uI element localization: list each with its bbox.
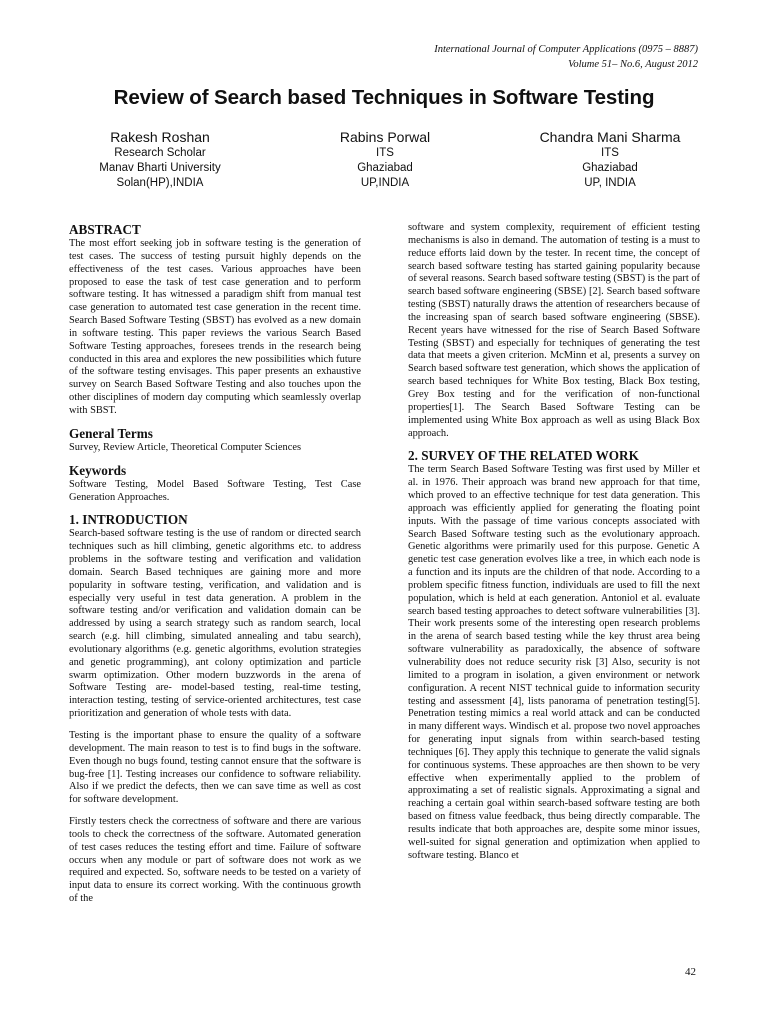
intro-paragraph-3: Firstly testers check the correctness of software and there are various tools to check the correctness of the software. Automated generation of test cases reduces the testing effort and time. Failure of software occurs when any module or part of software does not work as we required and expected. So, software needs to be tested on a variety of input data to ensure its correct working. With the continuous growth of the bbox=[69, 816, 361, 905]
intro-paragraph-2: Testing is the important phase to ensure the quality of a software development. The main reason to test is to find bugs in the software. Even though no bugs found, testing cannot ensure that the software is bug-free [1]. Testing increases our confidence to software reliability. Also if we predict the defects, then we can save time as well as cost for software development. bbox=[69, 730, 361, 806]
abstract-text: The most effort seeking job in software testing is the generation of test cases. The success of testing pursuit highly depends on the effectiveness of the test cases. Various approaches have been proposed to ease the task of test case generation and to perform software testing. It has witnessed a paradigm shift from manual test case generation to automated test case generation in the recent time. Search Based Software Testing (SBST) has evolved as a new domain in software testing. This paper reviews the various Search Based Software Testing approaches, foresees trends in the research being conducted in this area and explores the new possibilities which future of the software testing envisages. This paper presents an exhaustive survey on Search Based Software Testing and also touches upon the other disciplines of modern day computing which seamlessly overlap with SBST. bbox=[69, 238, 361, 416]
right-column bbox=[408, 222, 700, 863]
author-affiliation: UP,INDIA bbox=[360, 177, 410, 189]
abstract-heading: ABSTRACT bbox=[69, 222, 141, 237]
journal-header bbox=[434, 42, 698, 72]
author-affiliation: ITS bbox=[376, 147, 394, 159]
author-affiliation: UP, INDIA bbox=[584, 177, 636, 189]
keywords-text: Software Testing, Model Based Software Testing, Test Case Generation Approaches. bbox=[69, 478, 361, 503]
survey-text: The term Search Based Software Testing was first used by Miller et al. in 1976. Their approach was brand new approach for that time, which proved to an effective technique for test data generation. This approach was efficiently applied for generating the floating point inputs. With the passage of time various concepts associated with Search Based Software testing such as the evolutionary approach. Genetic algorithms were primarily used for this purpose. Genetic A genetic test case generation evolves like a tree, in which each node is a function and its inputs are the children of that node. According to a problem specific fitness function, individuals are used to fill the next population, which is held at each generation. Antoniol et al. evaluate search based testing approaches to detect software vulnerabilities [3]. Their work presents some of the interesting open research problems in the arena of search based testing while the key thrust area being software vulnerability as paradoxically, the absence of software vulnerability does not reduce security risk [3] Also, security is not limited to a program in isolation, a given environment or network configuration. A recent NIST technical guide to information security testing and assessment [4], lists panorama of penetration testing[5]. Penetration testing mimics a real world attack and can be conducted in many different ways. Windisch et al. propose two novel approaches for generating input signals from within search-based testing techniques [6]. They apply this technique to generate the valid signals for continuous systems. These approaches are then shown to be very effective when experimentally applied to the problem of approximating a set of realistic signals. Approximating a signal and reaching a certain goal within search-based software testing are both based on fitness value feedback, thus being directly comparable. The results indicate that both approaches are, despite some minor issues, well-suited for signal generation and optimization when applied to software testing. Blanco et bbox=[408, 464, 700, 861]
paper-title: Review of Search based Techniques in Software Testing bbox=[113, 86, 655, 109]
intro-paragraph-1: Search-based software testing is the use of random or directed search techniques such as hill climbing, genetic algorithms etc. to address problems in the software testing and verification and validation domain. Search Based techniques are gaining more and more popularity in software testing, verification, and validation and is especially very useful in test data generation. A problem in the software testing and/or verification and validation domain can be addressed by using a search strategy such as random search, local search (e.g. hill climbing, simulated annealing and tabu search), evolutionary algorithms (e.g. genetic algorithms, evolution strategies and genetic programming), ant colony optimization and particle swarm optimization. Other modern buzzwords in the arena of Software Testing are- model-based testing, real-time testing, interaction testing, testing of service-oriented architectures, test case prioritization and generation of whole tests with data. bbox=[69, 528, 361, 720]
author-2 bbox=[265, 128, 505, 191]
author-affiliation: Manav Bharti University bbox=[99, 162, 221, 174]
intro-continuation: software and system complexity, requirement of efficient testing mechanisms is also in demand. The automation of testing is a must to reduce efforts laid down by the tester. In recent time, the concept of search based software testing has started gaining popularity because of several reasons. Search based software testing (SBST) is the part of search based software engineering (SBSE) [2]. Search based software testing (SBST) naturally draws the attention of researchers because of the increasing span of search based software engineering (SBSE). Recent years have witnessed for the rise of Search Based Software Testing (SBST) and especially for techniques of generating the test data that meets a given criterion. McMinn et al, presents a survey on Search based software test generation, which shows the application of search based techniques for White Box testing, Black Box testing, Grey Box testing and for the verification of non-functional properties[1]. The Search Based Software Testing can be implemented using White Box approach as well as using Black Box approach. bbox=[408, 222, 701, 439]
author-name: Rabins Porwal bbox=[339, 129, 431, 145]
author-block bbox=[70, 128, 700, 192]
left-column bbox=[69, 222, 361, 906]
general-terms-text: Survey, Review Article, Theoretical Computer Sciences bbox=[69, 441, 301, 453]
author-affiliation: Solan(HP),INDIA bbox=[116, 177, 204, 189]
author-affiliation: Research Scholar bbox=[114, 147, 206, 159]
author-affiliation: Ghaziabad bbox=[582, 162, 638, 174]
keywords-heading: Keywords bbox=[69, 462, 127, 478]
survey-heading: 2. SURVEY OF THE RELATED WORK bbox=[408, 448, 639, 464]
author-1 bbox=[40, 128, 280, 191]
journal-volume: Volume 51– No.6, August 2012 bbox=[568, 59, 698, 70]
author-affiliation: Ghaziabad bbox=[357, 162, 413, 174]
introduction-heading: 1. INTRODUCTION bbox=[69, 512, 188, 528]
author-name: Chandra Mani Sharma bbox=[539, 129, 681, 145]
author-3 bbox=[490, 128, 730, 191]
journal-name: International Journal of Computer Applications (0975 – 8887) bbox=[434, 44, 698, 55]
page-number: 42 bbox=[685, 966, 696, 978]
author-name: Rakesh Roshan bbox=[110, 129, 210, 145]
general-terms-heading: General Terms bbox=[69, 425, 153, 441]
author-affiliation: ITS bbox=[601, 147, 619, 159]
